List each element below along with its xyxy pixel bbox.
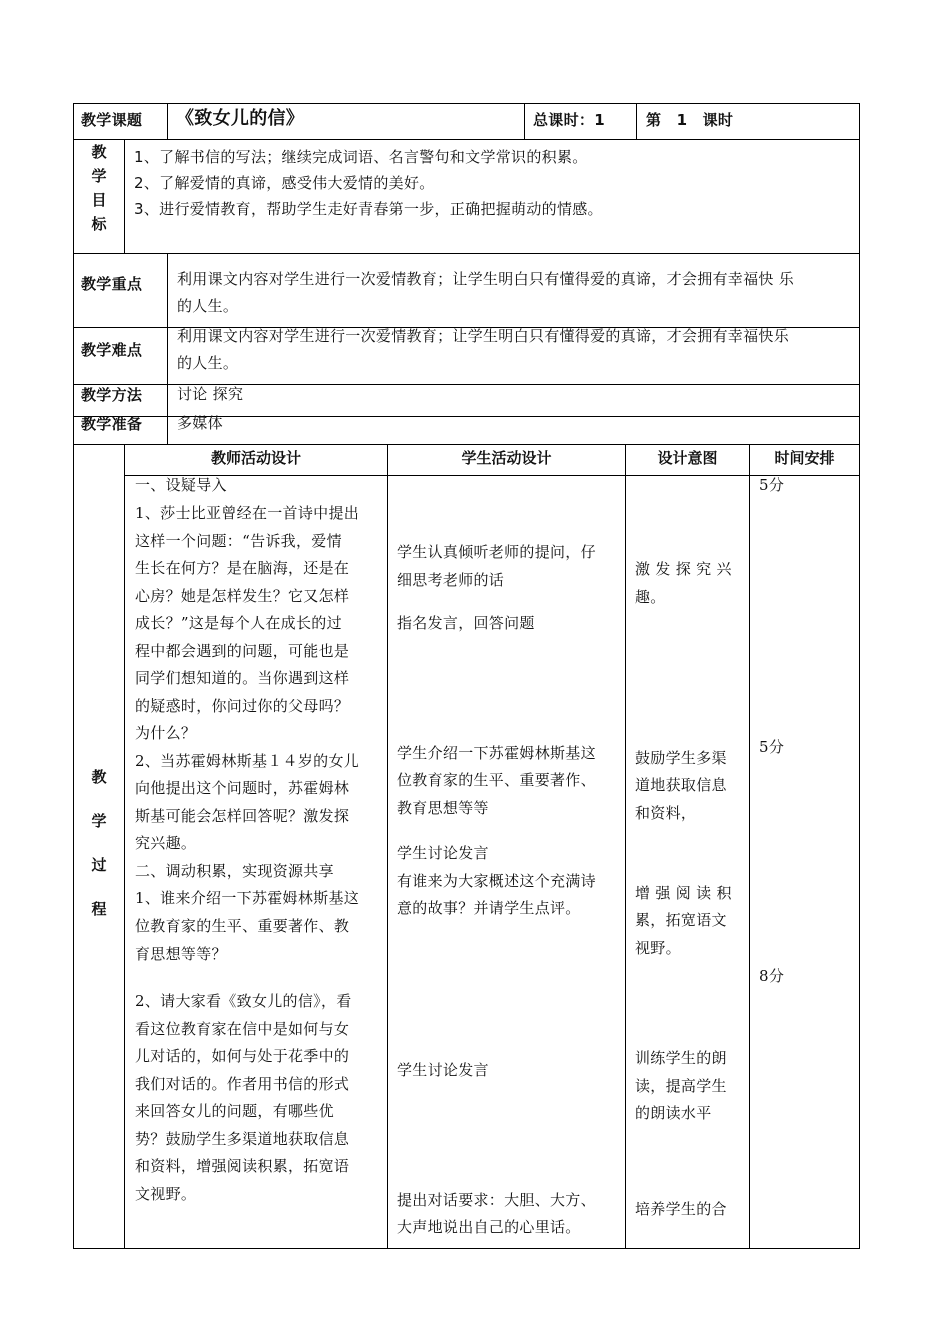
teacher-line: 同学们想知道的。当你遇到这样	[135, 669, 350, 687]
student-line: 指名发言，回答问题	[397, 614, 535, 632]
student-line: 细思考老师的话	[397, 571, 505, 589]
teacher-line: 和资料，增强阅读积累，拓宽语	[135, 1157, 350, 1175]
preparation-value: 多媒体	[177, 414, 223, 432]
student-line: 意的故事？并请学生点评。	[397, 899, 581, 917]
rule	[859, 103, 860, 1249]
teacher-line: 的疑惑时，你问过你的父母吗？	[135, 697, 350, 715]
rule	[167, 103, 168, 140]
teacher-line: 程中都会遇到的问题，可能也是	[135, 642, 350, 660]
rule	[636, 103, 637, 140]
intent-line: 培养学生的合	[635, 1200, 727, 1218]
process-label-char: 程	[91, 900, 107, 918]
rule	[167, 253, 168, 445]
time-value: 8分	[759, 967, 785, 985]
intent-line: 趣。	[635, 588, 666, 606]
objective-item: 2、了解爱情的真谛，感受伟大爱情的美好。	[134, 174, 435, 192]
student-line: 学生介绍一下苏霍姆林斯基这	[397, 744, 596, 762]
rule	[73, 253, 860, 254]
rule	[73, 1248, 860, 1249]
objectives-label-char: 教	[91, 143, 107, 161]
intent-line: 道地获取信息	[635, 776, 727, 794]
teacher-line: 我们对话的。作者用书信的形式	[135, 1075, 350, 1093]
process-label-char: 教	[91, 768, 107, 786]
teacher-line: 育思想等等？	[135, 945, 227, 963]
column-header-student: 学生活动设计	[461, 449, 552, 467]
difficulty-text: 利用课文内容对学生进行一次爱情教育；让学生明白只有懂得爱的真谛，才会拥有幸福快乐	[177, 327, 790, 345]
intent-line: 和资料，	[635, 804, 697, 822]
process-label-char: 过	[91, 856, 107, 874]
intent-line: 鼓励学生多渠	[635, 749, 727, 767]
lesson-number: 第 1 课时	[646, 111, 734, 129]
teacher-line: 2、请大家看《致女儿的信》，看	[135, 992, 352, 1010]
rule	[524, 103, 525, 140]
teacher-line: 儿对话的，如何与处于花季中的	[135, 1047, 350, 1065]
objectives-label-char: 学	[91, 167, 107, 185]
column-header-teacher: 教师活动设计	[210, 449, 301, 467]
method-value: 讨论 探究	[177, 385, 244, 403]
rule	[124, 139, 125, 254]
intent-line: 的朗读水平	[635, 1104, 712, 1122]
rule	[387, 444, 388, 1249]
teacher-line: 斯基可能会怎样回答呢？激发探	[135, 807, 350, 825]
teacher-line: 成长？”这是每个人在成长的过	[135, 614, 342, 632]
key-point-label: 教学重点	[81, 275, 143, 293]
student-line: 教育思想等等	[397, 799, 489, 817]
topic-title: 《致女儿的信》	[176, 108, 305, 129]
rule	[124, 444, 125, 1249]
student-line: 大声地说出自己的心里话。	[397, 1218, 581, 1236]
rule	[73, 103, 74, 1249]
intent-line: 读，提高学生	[635, 1077, 727, 1095]
teacher-line: 势？鼓励学生多渠道地获取信息	[135, 1130, 350, 1148]
student-line: 有谁来为大家概述这个充满诗	[397, 872, 596, 890]
teacher-line: 1、谁来介绍一下苏霍姆林斯基这	[135, 889, 360, 907]
total-hours: 总课时：1	[533, 111, 605, 129]
rule	[625, 444, 626, 1249]
time-value: 5分	[759, 476, 785, 494]
student-line: 学生讨论发言	[397, 1061, 489, 1079]
student-line: 学生讨论发言	[397, 844, 489, 862]
teacher-line: 1、莎士比亚曾经在一首诗中提出	[135, 504, 360, 522]
preparation-label: 教学准备	[81, 415, 143, 433]
student-line: 位教育家的生平、重要著作、	[397, 771, 596, 789]
objective-item: 1、了解书信的写法；继续完成词语、名言警句和文学常识的积累。	[134, 148, 588, 166]
teacher-line: 二、调动积累，实现资源共享	[135, 862, 334, 880]
objective-item: 3、进行爱情教育，帮助学生走好青春第一步，正确把握萌动的情感。	[134, 200, 603, 218]
teacher-line: 这样一个问题：“告诉我，爱情	[135, 532, 342, 550]
teacher-line: 文视野。	[135, 1185, 197, 1203]
key-point-text: 利用课文内容对学生进行一次爱情教育；让学生明白只有懂得爱的真谛，才会拥有幸福快 乐	[177, 270, 795, 288]
teacher-line: 来回答女儿的问题，有哪些优	[135, 1102, 334, 1120]
objectives-label-char: 标	[91, 215, 107, 233]
process-label	[86, 755, 112, 931]
intent-line: 训练学生的朗	[635, 1049, 727, 1067]
teacher-line: 一、设疑导入	[135, 476, 227, 494]
teacher-line: 心房？她是怎样发生？它又怎样	[135, 587, 350, 605]
intent-line: 激 发 探 究 兴	[635, 560, 732, 578]
intent-line: 累，拓宽语文	[635, 911, 727, 929]
objectives-label-char: 目	[91, 191, 107, 209]
rule	[749, 444, 750, 1249]
teacher-line: 看这位教育家在信中是如何与女	[135, 1020, 350, 1038]
teacher-line: 究兴趣。	[135, 834, 197, 852]
rule	[73, 139, 860, 140]
column-header-time: 时间安排	[774, 449, 835, 467]
teacher-line: 2、当苏霍姆林斯基１４岁的女儿	[135, 752, 360, 770]
difficulty-label: 教学难点	[81, 341, 143, 359]
key-point-text: 的人生。	[177, 297, 239, 315]
student-line: 学生认真倾听老师的提问，仔	[397, 543, 596, 561]
teacher-line: 向他提出这个问题时，苏霍姆林	[135, 779, 350, 797]
teacher-line: 位教育家的生平、重要著作、教	[135, 917, 350, 935]
time-value: 5分	[759, 738, 785, 756]
student-line: 提出对话要求：大胆、大方、	[397, 1191, 596, 1209]
intent-line: 增 强 阅 读 积	[635, 884, 732, 902]
intent-line: 视野。	[635, 939, 681, 957]
objectives-label	[86, 140, 112, 236]
teacher-line: 生长在何方？是在脑海，还是在	[135, 559, 350, 577]
process-label-char: 学	[91, 812, 107, 830]
method-label: 教学方法	[81, 386, 143, 404]
topic-label: 教学课题	[81, 111, 143, 129]
column-header-intent: 设计意图	[657, 449, 718, 467]
difficulty-text: 的人生。	[177, 354, 239, 372]
teacher-line: 为什么？	[135, 724, 197, 742]
